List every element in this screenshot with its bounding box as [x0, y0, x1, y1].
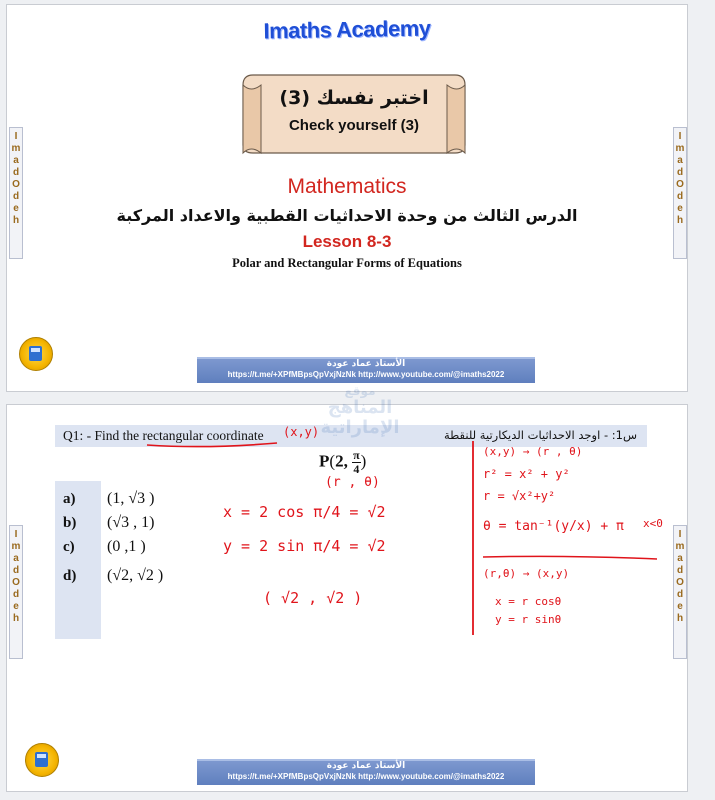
brand-title: Imaths Academy [263, 15, 431, 44]
strip-letter: h [12, 215, 20, 226]
right-name-strip [673, 127, 687, 259]
banner-english-title: Check yourself (3) [288, 117, 420, 134]
academy-logo-icon [19, 337, 53, 371]
point-radius: 2 [335, 451, 344, 471]
handwritten-question-note: (x,y) [283, 425, 320, 439]
title-slide [6, 4, 688, 392]
handwritten-condition: x<0 [643, 517, 663, 530]
handwritten-answer: ( √2 , √2 ) [263, 589, 363, 607]
point-angle [352, 449, 361, 476]
strip-letter: e [677, 601, 683, 612]
question-arabic: س1: - اوجد الاحداثيات الديكارتية للنقطة [443, 428, 637, 442]
strip-letter: O [676, 577, 684, 588]
strip-letter: O [12, 577, 20, 588]
watermark-line-2: المناهج الإماراتية [320, 397, 400, 438]
teacher-name: الأستاذ عماد عودة [326, 359, 406, 369]
strip-letter: e [13, 203, 19, 214]
strip-letter: I [678, 131, 682, 142]
strip-letter: O [676, 179, 684, 190]
option-letter: c) [63, 539, 75, 555]
strip-letter: m [675, 143, 685, 154]
strip-letter: d [676, 167, 684, 178]
question-slide [6, 404, 688, 792]
strip-letter: a [13, 553, 19, 564]
left-name-strip [9, 127, 23, 259]
point-open-paren: ( [329, 451, 336, 471]
strip-letter: a [677, 553, 683, 564]
given-point [319, 449, 366, 476]
handwritten-conversion-title: (x,y) → (r , θ) [483, 445, 583, 458]
strip-letter: h [676, 215, 684, 226]
strip-letter: d [676, 589, 684, 600]
handwritten-r-squared: r² = x² + y² [483, 467, 570, 481]
strip-letter: I [678, 529, 682, 540]
option-value[interactable]: (√2, √2 ) [107, 567, 164, 584]
strip-letter: a [677, 155, 683, 166]
strip-letter: d [12, 167, 20, 178]
option-letter: b) [63, 515, 77, 531]
handwritten-y-equation: y = 2 sin π/4 = √2 [223, 537, 386, 555]
point-comma: , [343, 451, 353, 471]
right-name-strip [673, 525, 687, 659]
option-letter: a) [63, 491, 76, 507]
strip-letter: h [676, 613, 684, 624]
strip-letter: d [676, 565, 684, 576]
strip-letter: d [676, 191, 684, 202]
lesson-title-arabic: الدرس الثالث من وحدة الاحداثيات القطبية والاعداد المركبة [116, 206, 578, 225]
option-value[interactable]: (√3 , 1) [107, 514, 155, 531]
option-letter: d) [63, 568, 77, 584]
strip-letter: I [14, 529, 18, 540]
strip-letter: e [13, 601, 19, 612]
slide-footer [197, 357, 535, 383]
handwritten-x-formula: x = r cosθ [495, 595, 562, 608]
strip-letter: h [12, 613, 20, 624]
scroll-banner [239, 65, 469, 155]
strip-letter: a [13, 155, 19, 166]
strip-letter: m [675, 541, 685, 552]
footer-links: https://t.me/+XPfMBpsQpVxjNzNk http://www.youtube.com/@imaths2022 [227, 772, 505, 781]
subject-title: Mathematics [287, 175, 407, 198]
question-english: Q1: - Find the rectangular coordinate [63, 428, 264, 443]
banner-arabic-title: اختبر نفسك (3) [279, 87, 429, 109]
handwritten-y-formula: y = r sinθ [495, 613, 562, 626]
strip-letter: e [677, 203, 683, 214]
point-label: P [319, 451, 330, 471]
left-name-strip [9, 525, 23, 659]
teacher-name: الأستاذ عماد عودة [326, 761, 406, 771]
strip-letter: d [12, 565, 20, 576]
handwritten-conversion-title-2: (r,θ) → (x,y) [483, 567, 570, 580]
lesson-subtitle: Polar and Rectangular Forms of Equations [232, 256, 462, 270]
strip-letter: m [11, 143, 21, 154]
footer-links: https://t.me/+XPfMBpsQpVxjNzNk http://www.youtube.com/@imaths2022 [227, 370, 505, 379]
watermark-line-1: موقع [344, 384, 376, 398]
handwritten-r: r = √x²+y² [483, 489, 556, 503]
option-value[interactable]: (0 ,1 ) [107, 538, 146, 555]
slide-footer [197, 759, 535, 785]
option-value[interactable]: (1, √3 ) [107, 490, 155, 507]
handwritten-point-note: (r , θ) [325, 475, 380, 490]
strip-letter: O [12, 179, 20, 190]
strip-letter: d [12, 191, 20, 202]
strip-letter: m [11, 541, 21, 552]
handwritten-x-equation: x = 2 cos π/4 = √2 [223, 503, 386, 521]
scroll-banner-shape [239, 65, 469, 155]
academy-logo-icon [25, 743, 59, 777]
strip-letter: I [14, 131, 18, 142]
handwritten-theta: θ = tan⁻¹(y/x) + π [483, 519, 624, 534]
options-panel [55, 481, 101, 639]
lesson-number: Lesson 8-3 [302, 232, 392, 251]
point-close-paren: ) [360, 451, 367, 471]
strip-letter: d [12, 589, 20, 600]
angle-numerator: π [353, 448, 360, 462]
angle-denominator: 4 [353, 462, 360, 476]
